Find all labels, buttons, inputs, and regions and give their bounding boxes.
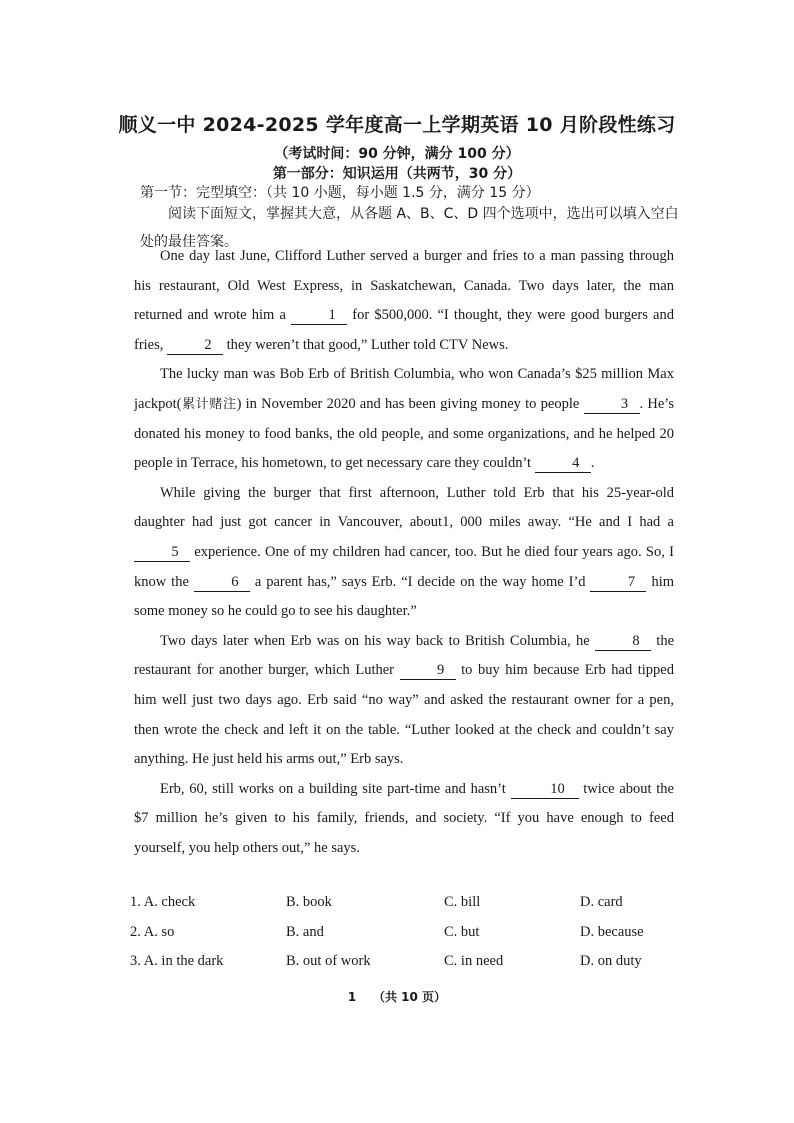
question-2-options <box>130 918 690 948</box>
text: ) in November 2020 and has been giving money to people <box>236 395 584 412</box>
option-3d: D. on duty <box>580 953 642 970</box>
page-total: （共 10 页） <box>373 990 447 1004</box>
blank-2: 2 <box>167 336 223 355</box>
blank-9: 9 <box>400 661 456 680</box>
text: the restaurant for another burger, which Luther <box>134 632 674 679</box>
option-3b: B. out of work <box>286 953 371 970</box>
part-title: 第一部分：知识运用（共两节，30 分） <box>272 166 522 182</box>
text: him some money so he could go to see his daughter.” <box>134 573 674 620</box>
chinese-gloss: 累计赌注 <box>181 396 237 412</box>
text: they weren’t that good,” Luther told CTV News. <box>223 336 509 353</box>
text: . <box>590 455 595 472</box>
paragraph-5 <box>134 775 674 864</box>
text: experience. One of my children had cancer, too. But he died four years ago. So, I know the <box>134 543 674 590</box>
option-2c: C. but <box>444 923 480 940</box>
text: Two days later when Erb was on his way back to British Columbia, he <box>160 632 595 649</box>
section-title: 第一节：完型填空：（共 10 小题，每小题 1.5 分，满分 15 分） <box>140 185 540 201</box>
blank-4: 4 <box>535 454 591 473</box>
option-2b: B. and <box>286 923 324 940</box>
blank-10: 10 <box>511 780 579 799</box>
text: Erb, 60, still works on a building site part-time and hasn’t <box>160 780 511 797</box>
text: for $500,000. “I thought, they were good burgers and fries, <box>134 307 674 353</box>
text: One day last June, Clifford Luther served a burger and fries to a man passing through his restaurant, Old West Express, in Saskatchewan, Canada. Two days later, the man returned and wrote him a <box>134 248 674 324</box>
option-1d: D. card <box>580 894 623 911</box>
text: The lucky man was Bob Erb of British Columbia, who won Canada’s $25 million Max jackpot( <box>134 366 674 412</box>
text: While giving the burger that first afternoon, Luther told Erb that his 25-year-old daughter had just got cancer in Vancouver, about1, 000 miles away. “He and I had a <box>134 484 674 531</box>
blank-8: 8 <box>595 632 651 651</box>
option-1b: B. book <box>286 894 332 911</box>
cloze-passage <box>134 242 674 863</box>
blank-5: 5 <box>134 543 190 562</box>
blank-3: 3 <box>584 395 640 414</box>
question-1-options <box>130 888 690 918</box>
blank-1: 1 <box>291 306 347 325</box>
page-footer <box>0 988 794 1005</box>
text: to buy him because Erb had tipped him well just two days ago. Erb said “no way” and asked the restaurant owner for a pen, then wrote the check and left it on the table. “Luther looked at the check and couldn’t say anything. He just held his arms out,” Erb says. <box>134 662 674 768</box>
blank-6: 6 <box>194 573 250 592</box>
question-3-options <box>130 947 690 977</box>
option-3c: C. in need <box>444 953 504 970</box>
blank-7: 7 <box>590 573 646 592</box>
instructions: 阅读下面短文，掌握其大意，从各题 A、B、C、D 四个选项中，选出可以填入空白处的最佳答案。 <box>140 206 679 250</box>
text: . He’s donated his money to food banks, the old people, and some organizations, and he helped 20 people in Terrace, his hometown, to get necessary care they couldn’t <box>134 395 674 472</box>
text: a parent has,” says Erb. “I decide on the way home I’d <box>249 573 591 590</box>
exam-info: （考试时间：90 分钟，满分 100 分） <box>274 146 520 162</box>
page-number: 1 <box>347 990 357 1004</box>
option-2a: 2. A. so <box>130 923 175 940</box>
option-1a: 1. A. check <box>130 894 196 911</box>
option-2d: D. because <box>580 923 644 940</box>
option-3a: 3. A. in the dark <box>130 953 224 970</box>
paragraph-3 <box>134 479 674 627</box>
paragraph-4 <box>134 627 674 775</box>
paragraph-2 <box>134 360 674 478</box>
option-1c: C. bill <box>444 894 481 911</box>
answer-options <box>130 888 690 977</box>
page-title: 顺义一中 2024-2025 学年度高一上学期英语 10 月阶段性练习 <box>118 114 676 136</box>
text: twice about the $7 million he’s given to his family, friends, and society. “If you have enough to feed yourself, you help others out,” he says. <box>134 780 674 856</box>
paragraph-1 <box>134 242 674 360</box>
